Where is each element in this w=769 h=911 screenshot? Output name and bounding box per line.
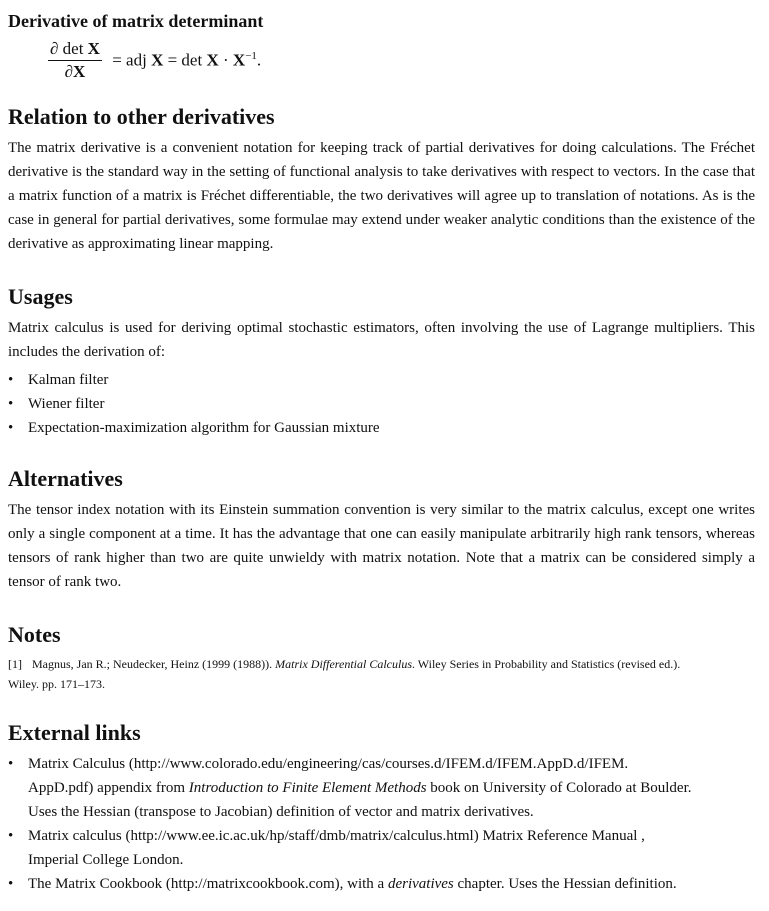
external-link-item: [8, 824, 755, 872]
link1-text-b: AppD.pdf) appendix from: [28, 780, 189, 796]
external-links-list: [8, 752, 755, 896]
usage-item-label: Kalman filter: [28, 372, 109, 388]
usage-item-label: Expectation-maximization algorithm for Gaussian mixture: [28, 420, 380, 436]
external-links-heading: External links: [8, 720, 141, 745]
formula-numerator: ∂ det: [50, 39, 88, 58]
bullet-icon: •: [8, 756, 14, 772]
bullet-icon: •: [8, 420, 14, 436]
usages-list: [8, 368, 755, 440]
link1-book-title: Introduction to Finite Element Methods: [188, 780, 427, 796]
bullet-icon: •: [8, 876, 14, 892]
reference-marker: [1]: [8, 657, 22, 671]
link1-text-d: Uses the Hessian (transpose to Jacobian) definition of vector and matrix derivatives.: [28, 804, 534, 820]
formula-dot: ·: [218, 50, 233, 70]
list-item: [8, 392, 755, 416]
external-link-item: [8, 872, 755, 896]
usage-item-label: Wiener filter: [28, 396, 105, 412]
external-link-item: [8, 752, 755, 824]
usages-heading: Usages: [8, 284, 73, 309]
notes-heading: Notes: [8, 622, 61, 647]
list-item: [8, 416, 755, 440]
reference-1: [8, 654, 755, 674]
link3-text-b: chapter. Uses the Hessian definition.: [453, 876, 677, 892]
link2-text-b: Imperial College London.: [28, 852, 184, 868]
reference-title: Matrix Differential Calculus: [275, 657, 412, 671]
formula-matrix-3: X: [232, 50, 246, 70]
formula-denominator-matrix: X: [73, 62, 86, 81]
formula-numerator-matrix: X: [87, 39, 100, 58]
section-alternatives: [8, 466, 755, 594]
formula-inverse-exponent: −1: [245, 50, 257, 63]
matrix-calculus-imperial-link[interactable]: Matrix calculus (http://www.ee.ic.ac.uk/hp/staff/dmb/matrix/calculus.html) Matrix Reference Manual ,: [28, 828, 645, 844]
relation-paragraph: The matrix derivative is a convenient notation for keeping track of partial derivatives for doing calculations. The Fréchet derivative is the standard way in the setting of functional analysis to take derivatives with respect to vectors. In the case that a matrix function of a matrix is Fréchet differentiable, the two derivatives will agree up to translation of notations. As is the case in general for partial derivatives, some formulae may extend under weaker analytic conditions than the existence of the derivative as approximating linear mapping.: [8, 140, 755, 252]
section-external-links: [8, 720, 755, 896]
det-heading: Derivative of matrix determinant: [8, 11, 264, 31]
formula-fraction: [48, 38, 102, 83]
section-notes: [8, 622, 755, 694]
list-item: [8, 368, 755, 392]
link3-derivatives: derivatives: [387, 876, 454, 892]
formula-matrix-1: X: [151, 50, 164, 70]
reference-authors: Magnus, Jan R.; Neudecker, Heinz (1999 (1988)).: [32, 657, 276, 671]
formula-adj: = adj: [112, 50, 152, 70]
section-relation: [8, 104, 755, 256]
document-page: [8, 0, 755, 896]
formula-det: = det: [163, 50, 207, 70]
bullet-icon: •: [8, 372, 14, 388]
reference-series: . Wiley Series in Probability and Statistics (revised ed.).: [412, 657, 681, 671]
link1-text-c: book on University of Colorado at Boulder.: [426, 780, 692, 796]
usages-paragraph: Matrix calculus is used for deriving optimal stochastic estimators, often involving the use of Lagrange multipliers. This includes the derivation of:: [8, 320, 755, 360]
section-usages: [8, 284, 755, 440]
reference-1-continued: Wiley. pp. 171–173.: [8, 677, 106, 691]
alternatives-paragraph: The tensor index notation with its Einstein summation convention is very similar to the matrix calculus, except one writes only a single component at a time. It has the advantage that one can easily manipulate arbitrarily high rank tensors, whereas tensors of rank higher than two are quite unwieldy with matrix notation. Note that a matrix can be considered simply a tensor of rank two.: [8, 502, 755, 590]
matrix-calculus-colorado-link[interactable]: Matrix Calculus (http://www.colorado.edu/engineering/cas/courses.d/IFEM.d/IFEM.AppD.d/IFEM.: [28, 756, 629, 772]
relation-heading: Relation to other derivatives: [8, 104, 275, 129]
formula-rhs: [112, 50, 261, 71]
bullet-icon: •: [8, 828, 14, 844]
formula-period: .: [256, 50, 262, 70]
alternatives-heading: Alternatives: [8, 466, 123, 491]
formula-denominator: ∂: [64, 62, 74, 81]
formula-matrix-2: X: [206, 50, 219, 70]
bullet-icon: •: [8, 396, 14, 412]
determinant-formula: [48, 38, 755, 86]
matrix-cookbook-link[interactable]: The Matrix Cookbook (http://matrixcookbook.com), with a: [28, 876, 388, 892]
